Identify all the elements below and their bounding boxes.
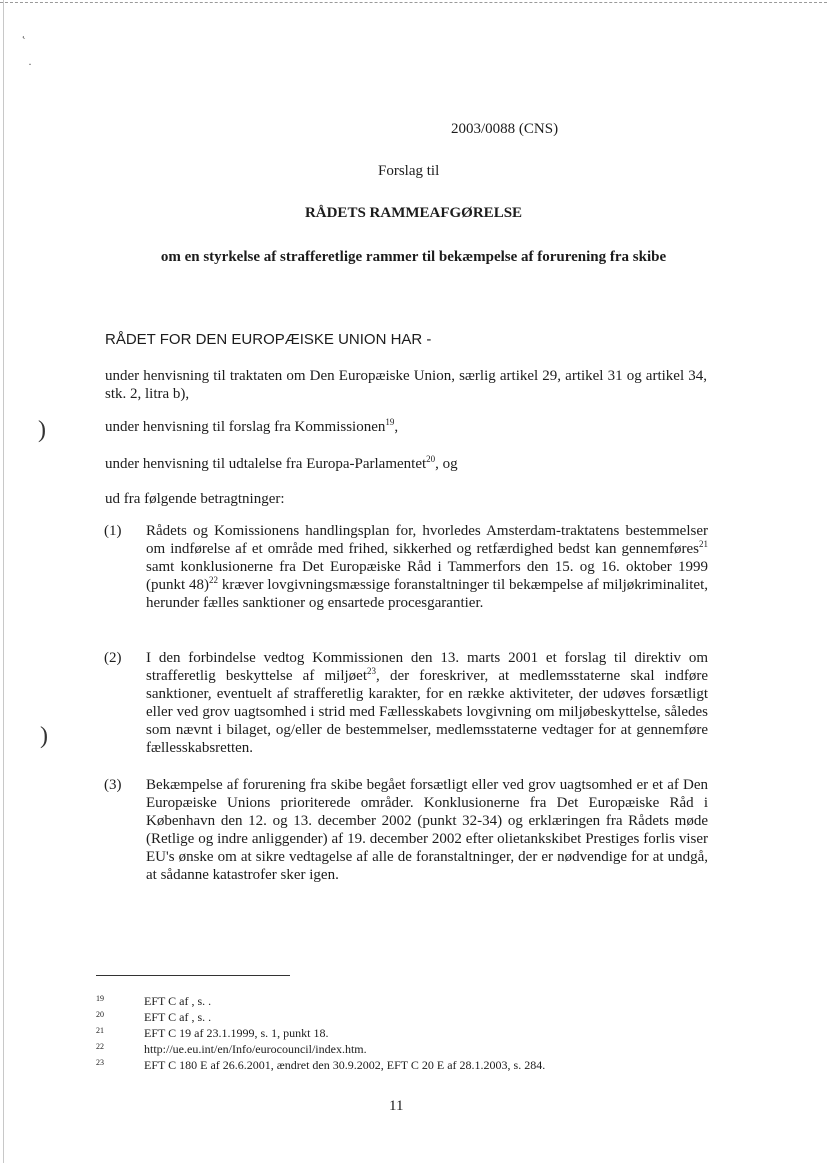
scan-speck: ˛ — [22, 25, 26, 39]
consideration-number: (3) — [104, 777, 122, 793]
footnote — [96, 1026, 716, 1042]
page-number: 11 — [389, 1098, 404, 1114]
proposal-label: Forslag til — [378, 163, 440, 179]
document-reference: 2003/0088 (CNS) — [451, 121, 559, 137]
footnote-number: 23 — [96, 1058, 104, 1067]
text-run: , der foreskriver, at medlemsstaterne skal indføre sanktioner, eventuelt af strafferetlig karakter, for en række aktiviteter, der udøves forsætligt eller ved grov uagtsomhed i strid med Fællesskabets lovgivning om miljøbeskyttelse, således som nævnt i bilaget, og/eller de bestemmelser, medlemsstaterne vedtager for at gennemføre fællesskabsretten. — [146, 668, 708, 756]
council-heading: RÅDET FOR DEN EUROPÆISKE UNION HAR - — [105, 331, 432, 348]
punch-hole-mark: ) — [38, 417, 46, 443]
recital-treaty: under henvisning til traktaten om Den Europæiske Union, særlig artikel 29, artikel 31 og artikel 34, stk. 2, litra b), — [105, 368, 707, 402]
text-run: samt konklusionerne fra Det Europæiske Råd i Tammerfors den 15. og 16. oktober 1999 (punkt 48) — [146, 559, 708, 593]
text-run: Rådets og Komissionens handlingsplan for, hvorledes Amsterdam-traktatens bestemmelser om indførelse af et område med frihed, sikkerhed og retfærdighed bedst kan gennemføres — [146, 523, 708, 557]
text-run: I den forbindelse vedtog Kommissionen den 13. marts 2001 et forslag til direktiv om strafferetlig beskyttelse af miljøet — [146, 650, 708, 684]
scan-speck: · — [28, 57, 32, 71]
consideration-text — [146, 522, 708, 612]
consideration-number: (2) — [104, 650, 122, 666]
footnote-number: 21 — [96, 1026, 104, 1035]
footnote-text: EFT C af , s. . — [144, 1010, 212, 1024]
footnote-text: http://ue.eu.int/en/Info/eurocouncil/index.htm. — [144, 1042, 367, 1056]
consideration-text: Bekæmpelse af forurening fra skibe begået forsætligt eller ved grov uagtsomhed er et af Den Europæiske Unions prioriterede områder. Konklusionerne fra Det Europæiske Råd i København den 12. og 13. december 2002 (punkt 32-34) og erklæringen fra Rådets møde (Retlige og indre anliggender) af 19. december 2002 efter olietankskibet Prestiges forlis viser EU's ønske om at sikre vedtagelse af alle de foranstaltninger, der er nødvendige for at undgå, at sådanne katastrofer sker igen. — [146, 777, 708, 883]
footnote-ref: 20 — [426, 454, 436, 464]
footnote-text: EFT C 180 E af 26.6.2001, ændret den 30.9.2002, EFT C 20 E af 28.1.2003, s. 284. — [144, 1058, 546, 1072]
footnote-ref: 22 — [209, 575, 219, 585]
footnote — [96, 1058, 716, 1074]
footnote-ref: 21 — [699, 539, 708, 549]
recital-text: under henvisning til forslag fra Kommissionen — [105, 419, 386, 435]
scan-left-edge — [3, 0, 4, 1163]
scan-top-border — [0, 2, 827, 3]
footnote — [96, 994, 716, 1010]
recital-commission — [105, 418, 707, 436]
considerations-intro: ud fra følgende betragtninger: — [105, 491, 285, 507]
footnote — [96, 1010, 716, 1026]
recital-parliament — [105, 455, 707, 473]
footnote-number: 20 — [96, 1010, 104, 1019]
footnote-ref: 23 — [367, 666, 377, 676]
footnote-number: 22 — [96, 1042, 104, 1051]
recital-tail: , — [394, 419, 399, 435]
footnote-text: EFT C af , s. . — [144, 994, 212, 1008]
footnote-separator — [96, 975, 290, 976]
footnote-number: 19 — [96, 994, 104, 1003]
document-title: RÅDETS RAMMEAFGØRELSE — [304, 205, 523, 221]
document-subtitle: om en styrkelse af strafferetlige rammer til bekæmpelse af forurening fra skibe — [160, 249, 667, 265]
footnote-text: EFT C 19 af 23.1.1999, s. 1, punkt 18. — [144, 1026, 329, 1040]
consideration-text — [146, 649, 708, 757]
recital-tail: , og — [435, 456, 458, 472]
punch-hole-mark: ) — [40, 723, 48, 749]
footnote-ref: 19 — [385, 417, 395, 427]
text-run: kræver lovgivningsmæssige foranstaltninger til bekæmpelse af miljøkriminalitet, herunder fælles sanktioner og ensartede procesgarantier. — [146, 577, 708, 611]
consideration-number: (1) — [104, 523, 122, 539]
footnote — [96, 1042, 716, 1058]
recital-text: under henvisning til udtalelse fra Europa-Parlamentet — [105, 456, 427, 472]
